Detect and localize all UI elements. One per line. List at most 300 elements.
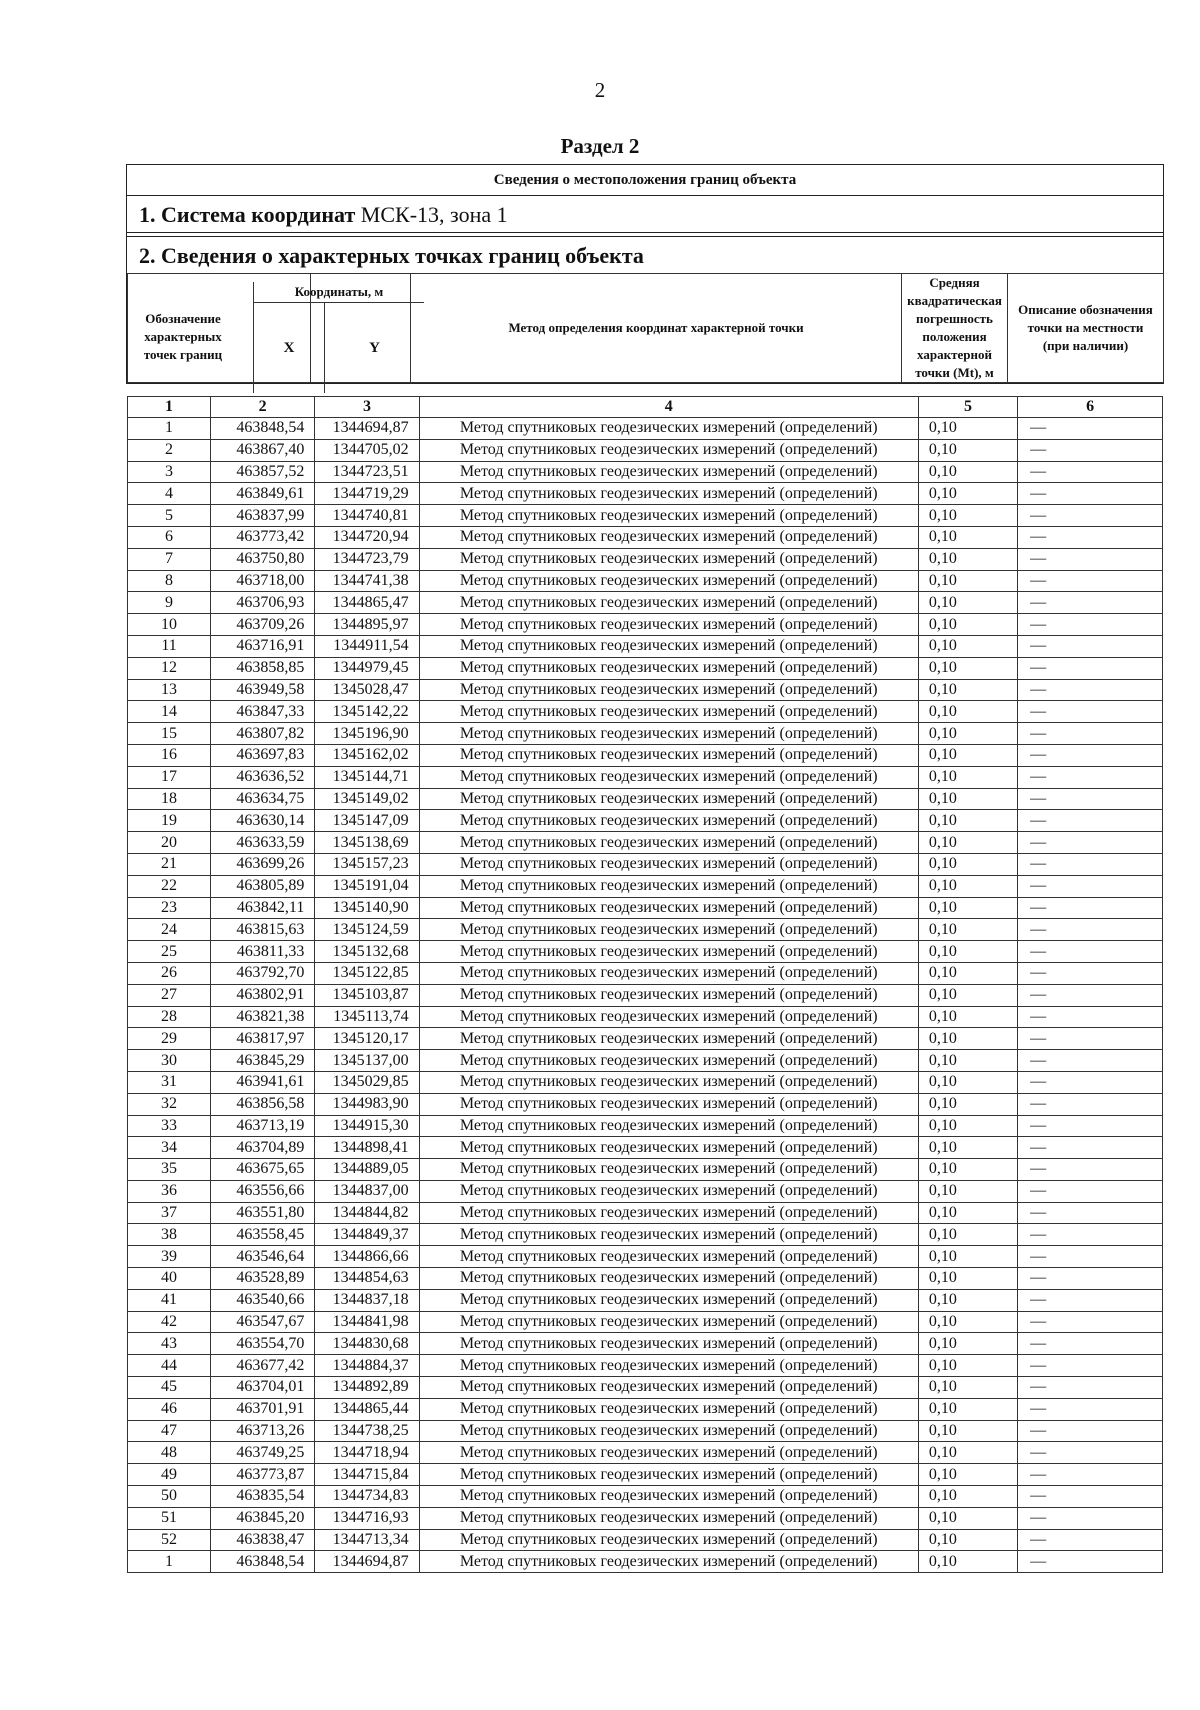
column-number: 6	[1018, 397, 1163, 418]
description-cell: —	[1018, 1420, 1163, 1442]
coord-x: 463842,11	[211, 897, 315, 919]
coord-y: 1345137,00	[315, 1050, 419, 1072]
point-number: 9	[128, 592, 211, 614]
page-number: 2	[594, 78, 606, 102]
method-cell: Метод спутниковых геодезических измерений (определений)	[419, 766, 918, 788]
coord-x: 463718,00	[211, 570, 315, 592]
coord-y: 1344830,68	[315, 1333, 419, 1355]
method-cell: Метод спутниковых геодезических измерений (определений)	[419, 1355, 918, 1377]
table-row	[128, 1093, 1163, 1115]
error-cell: 0,10	[918, 1377, 1017, 1399]
coord-x: 463817,97	[211, 1028, 315, 1050]
error-cell: 0,10	[918, 941, 1017, 963]
col-header-error-text: Средняя квадратическая погрешность положения характерной точки (Mt), м	[907, 275, 1002, 380]
coord-x: 463750,80	[211, 548, 315, 570]
points-table-body	[128, 397, 1163, 1573]
error-cell: 0,10	[918, 1311, 1017, 1333]
coord-x: 463845,29	[211, 1050, 315, 1072]
coord-y: 1344892,89	[315, 1377, 419, 1399]
table-row	[128, 1398, 1163, 1420]
table-row	[128, 483, 1163, 505]
coord-x: 463556,66	[211, 1180, 315, 1202]
coord-y: 1344866,66	[315, 1246, 419, 1268]
table-row	[128, 592, 1163, 614]
method-cell: Метод спутниковых геодезических измерений (определений)	[419, 1529, 918, 1551]
error-cell: 0,10	[918, 897, 1017, 919]
coord-x: 463848,54	[211, 1551, 315, 1573]
description-cell: —	[1018, 723, 1163, 745]
error-cell: 0,10	[918, 853, 1017, 875]
error-cell: 0,10	[918, 919, 1017, 941]
description-cell: —	[1018, 1246, 1163, 1268]
point-number: 41	[128, 1289, 211, 1311]
description-cell: —	[1018, 1529, 1163, 1551]
method-cell: Метод спутниковых геодезических измерений (определений)	[419, 919, 918, 941]
coord-x: 463792,70	[211, 962, 315, 984]
error-cell: 0,10	[918, 1333, 1017, 1355]
coord-y: 1345113,74	[315, 1006, 419, 1028]
point-number: 24	[128, 919, 211, 941]
point-number: 30	[128, 1050, 211, 1072]
method-cell: Метод спутниковых геодезических измерений (определений)	[419, 941, 918, 963]
method-cell: Метод спутниковых геодезических измерений (определений)	[419, 1486, 918, 1508]
error-cell: 0,10	[918, 1507, 1017, 1529]
column-number: 5	[918, 397, 1017, 418]
description-cell: —	[1018, 1050, 1163, 1072]
error-cell: 0,10	[918, 723, 1017, 745]
point-number: 18	[128, 788, 211, 810]
point-number: 40	[128, 1268, 211, 1290]
method-cell: Метод спутниковых геодезических измерений (определений)	[419, 483, 918, 505]
method-cell: Метод спутниковых геодезических измерений (определений)	[419, 744, 918, 766]
description-cell: —	[1018, 1159, 1163, 1181]
coords-header-box	[253, 282, 424, 393]
point-number: 1	[128, 418, 211, 440]
error-cell: 0,10	[918, 461, 1017, 483]
coord-y: 1344898,41	[315, 1137, 419, 1159]
coord-y: 1345029,85	[315, 1071, 419, 1093]
method-cell: Метод спутниковых геодезических измерений (определений)	[419, 1507, 918, 1529]
error-cell: 0,10	[918, 1355, 1017, 1377]
table-row	[128, 1355, 1163, 1377]
coord-y: 1344854,63	[315, 1268, 419, 1290]
coord-x: 463773,87	[211, 1464, 315, 1486]
error-cell: 0,10	[918, 1115, 1017, 1137]
point-number: 43	[128, 1333, 211, 1355]
table-row	[128, 1268, 1163, 1290]
description-cell: —	[1018, 984, 1163, 1006]
method-cell: Метод спутниковых геодезических измерений (определений)	[419, 548, 918, 570]
error-cell: 0,10	[918, 483, 1017, 505]
table-row	[128, 1224, 1163, 1246]
description-cell: —	[1018, 832, 1163, 854]
point-number: 49	[128, 1464, 211, 1486]
error-cell: 0,10	[918, 1420, 1017, 1442]
method-cell: Метод спутниковых геодезических измерений (определений)	[419, 984, 918, 1006]
table-row	[128, 941, 1163, 963]
coord-x: 463633,59	[211, 832, 315, 854]
description-cell: —	[1018, 1333, 1163, 1355]
coord-y: 1345140,90	[315, 897, 419, 919]
coord-y: 1345142,22	[315, 701, 419, 723]
table-row	[128, 744, 1163, 766]
table-row	[128, 1289, 1163, 1311]
point-number: 7	[128, 548, 211, 570]
table-row	[128, 1137, 1163, 1159]
point-number: 2	[128, 439, 211, 461]
coord-y: 1345149,02	[315, 788, 419, 810]
point-number: 4	[128, 483, 211, 505]
coord-x: 463547,67	[211, 1311, 315, 1333]
coord-x: 463716,91	[211, 635, 315, 657]
point-number: 8	[128, 570, 211, 592]
coord-x: 463706,93	[211, 592, 315, 614]
coord-y: 1344723,51	[315, 461, 419, 483]
coord-y: 1344849,37	[315, 1224, 419, 1246]
point-number: 29	[128, 1028, 211, 1050]
coord-y: 1344979,45	[315, 657, 419, 679]
description-cell: —	[1018, 657, 1163, 679]
table-row	[128, 1507, 1163, 1529]
coord-y: 1344837,18	[315, 1289, 419, 1311]
error-cell: 0,10	[918, 832, 1017, 854]
point-number: 25	[128, 941, 211, 963]
method-cell: Метод спутниковых геодезических измерений (определений)	[419, 1420, 918, 1442]
point-number: 45	[128, 1377, 211, 1399]
description-cell: —	[1018, 766, 1163, 788]
method-cell: Метод спутниковых геодезических измерений (определений)	[419, 439, 918, 461]
coord-x: 463709,26	[211, 614, 315, 636]
description-cell: —	[1018, 962, 1163, 984]
coord-x: 463805,89	[211, 875, 315, 897]
column-number: 4	[419, 397, 918, 418]
description-cell: —	[1018, 788, 1163, 810]
table-row	[128, 832, 1163, 854]
method-cell: Метод спутниковых геодезических измерений (определений)	[419, 1093, 918, 1115]
error-cell: 0,10	[918, 701, 1017, 723]
table-row	[128, 657, 1163, 679]
table-row	[128, 1006, 1163, 1028]
coord-y: 1345196,90	[315, 723, 419, 745]
coord-x: 463838,47	[211, 1529, 315, 1551]
coord-x: 463704,89	[211, 1137, 315, 1159]
coord-y: 1344865,47	[315, 592, 419, 614]
method-cell: Метод спутниковых геодезических измерений (определений)	[419, 657, 918, 679]
method-cell: Метод спутниковых геодезических измерений (определений)	[419, 1224, 918, 1246]
table-row	[128, 1486, 1163, 1508]
description-cell: —	[1018, 1311, 1163, 1333]
table-row	[128, 919, 1163, 941]
coord-y: 1344720,94	[315, 526, 419, 548]
coord-y: 1344694,87	[315, 418, 419, 440]
description-cell: —	[1018, 592, 1163, 614]
coord-y: 1345028,47	[315, 679, 419, 701]
point-number: 11	[128, 635, 211, 657]
point-number: 23	[128, 897, 211, 919]
error-cell: 0,10	[918, 1028, 1017, 1050]
point-number: 44	[128, 1355, 211, 1377]
table-row	[128, 1159, 1163, 1181]
method-cell: Метод спутниковых геодезических измерений (определений)	[419, 570, 918, 592]
coord-y: 1345132,68	[315, 941, 419, 963]
error-cell: 0,10	[918, 1093, 1017, 1115]
description-cell: —	[1018, 1507, 1163, 1529]
method-cell: Метод спутниковых геодезических измерений (определений)	[419, 832, 918, 854]
method-cell: Метод спутниковых геодезических измерений (определений)	[419, 1180, 918, 1202]
point-number: 16	[128, 744, 211, 766]
method-cell: Метод спутниковых геодезических измерений (определений)	[419, 1246, 918, 1268]
method-cell: Метод спутниковых геодезических измерений (определений)	[419, 1071, 918, 1093]
coord-y: 1344865,44	[315, 1398, 419, 1420]
point-number: 22	[128, 875, 211, 897]
method-cell: Метод спутниковых геодезических измерений (определений)	[419, 526, 918, 548]
description-cell: —	[1018, 418, 1163, 440]
error-cell: 0,10	[918, 505, 1017, 527]
coord-x: 463713,19	[211, 1115, 315, 1137]
method-cell: Метод спутниковых геодезических измерений (определений)	[419, 1159, 918, 1181]
table-row	[128, 1377, 1163, 1399]
error-cell: 0,10	[918, 810, 1017, 832]
table-row	[128, 1246, 1163, 1268]
description-cell: —	[1018, 1355, 1163, 1377]
point-number: 27	[128, 984, 211, 1006]
table-row	[128, 570, 1163, 592]
point-number: 36	[128, 1180, 211, 1202]
table-row	[128, 1420, 1163, 1442]
description-cell: —	[1018, 1398, 1163, 1420]
table-row	[128, 897, 1163, 919]
coord-y: 1345138,69	[315, 832, 419, 854]
coord-y: 1344740,81	[315, 505, 419, 527]
coord-x: 463540,66	[211, 1289, 315, 1311]
point-number: 13	[128, 679, 211, 701]
coord-x: 463749,25	[211, 1442, 315, 1464]
point-number: 35	[128, 1159, 211, 1181]
coord-y: 1344716,93	[315, 1507, 419, 1529]
table-row	[128, 439, 1163, 461]
coord-y: 1344983,90	[315, 1093, 419, 1115]
error-cell: 0,10	[918, 439, 1017, 461]
coord-x: 463835,54	[211, 1486, 315, 1508]
coord-y: 1345124,59	[315, 919, 419, 941]
table-row	[128, 679, 1163, 701]
points-section-title	[127, 237, 1163, 273]
point-number: 10	[128, 614, 211, 636]
table-row	[128, 1071, 1163, 1093]
col-header-method: Метод определения координат характерной точки	[411, 274, 902, 383]
table-row	[128, 505, 1163, 527]
col-header-description: Описание обозначения точки на местности (при наличии)	[1008, 274, 1164, 383]
error-cell: 0,10	[918, 679, 1017, 701]
description-cell: —	[1018, 1071, 1163, 1093]
coord-x: 463713,26	[211, 1420, 315, 1442]
error-cell: 0,10	[918, 875, 1017, 897]
method-cell: Метод спутниковых геодезических измерений (определений)	[419, 1050, 918, 1072]
description-cell: —	[1018, 1028, 1163, 1050]
coord-x: 463697,83	[211, 744, 315, 766]
coord-y: 1344915,30	[315, 1115, 419, 1137]
coord-y: 1344884,37	[315, 1355, 419, 1377]
method-cell: Метод спутниковых геодезических измерений (определений)	[419, 723, 918, 745]
method-cell: Метод спутниковых геодезических измерений (определений)	[419, 592, 918, 614]
point-number: 32	[128, 1093, 211, 1115]
method-cell: Метод спутниковых геодезических измерений (определений)	[419, 1202, 918, 1224]
coordinate-system-value: МСК-13, зона 1	[355, 202, 508, 227]
coord-x: 463847,33	[211, 701, 315, 723]
table-row	[128, 526, 1163, 548]
column-number-row	[128, 397, 1163, 418]
section-title: Раздел 2	[560, 134, 640, 158]
coord-x: 463551,80	[211, 1202, 315, 1224]
method-cell: Метод спутниковых геодезических измерений (определений)	[419, 461, 918, 483]
point-number: 34	[128, 1137, 211, 1159]
coord-x: 463941,61	[211, 1071, 315, 1093]
error-cell: 0,10	[918, 1159, 1017, 1181]
table-row	[128, 1464, 1163, 1486]
point-number: 21	[128, 853, 211, 875]
table-row	[128, 1028, 1163, 1050]
error-cell: 0,10	[918, 614, 1017, 636]
method-cell: Метод спутниковых геодезических измерений (определений)	[419, 1464, 918, 1486]
table-row	[128, 1333, 1163, 1355]
table-row	[128, 1311, 1163, 1333]
coord-x: 463558,45	[211, 1224, 315, 1246]
coord-y: 1344713,34	[315, 1529, 419, 1551]
description-cell: —	[1018, 483, 1163, 505]
description-cell: —	[1018, 1202, 1163, 1224]
error-cell: 0,10	[918, 1246, 1017, 1268]
description-cell: —	[1018, 1464, 1163, 1486]
method-cell: Метод спутниковых геодезических измерений (определений)	[419, 1311, 918, 1333]
description-cell: —	[1018, 1377, 1163, 1399]
point-number: 15	[128, 723, 211, 745]
description-cell: —	[1018, 1180, 1163, 1202]
description-cell: —	[1018, 853, 1163, 875]
coord-y: 1344715,84	[315, 1464, 419, 1486]
error-cell: 0,10	[918, 984, 1017, 1006]
description-cell: —	[1018, 505, 1163, 527]
coord-x: 463857,52	[211, 461, 315, 483]
error-cell: 0,10	[918, 1071, 1017, 1093]
method-cell: Метод спутниковых геодезических измерений (определений)	[419, 1442, 918, 1464]
point-number: 5	[128, 505, 211, 527]
coord-x: 463634,75	[211, 788, 315, 810]
coord-x: 463701,91	[211, 1398, 315, 1420]
error-cell: 0,10	[918, 766, 1017, 788]
description-cell: —	[1018, 548, 1163, 570]
description-cell: —	[1018, 1268, 1163, 1290]
error-cell: 0,10	[918, 526, 1017, 548]
coord-x: 463677,42	[211, 1355, 315, 1377]
point-number: 6	[128, 526, 211, 548]
designation-header-box	[127, 282, 254, 393]
coord-y: 1344694,87	[315, 1551, 419, 1573]
description-cell: —	[1018, 1551, 1163, 1573]
table-row	[128, 461, 1163, 483]
point-number: 1	[128, 1551, 211, 1573]
error-cell: 0,10	[918, 635, 1017, 657]
table-row	[128, 1050, 1163, 1072]
coord-x: 463554,70	[211, 1333, 315, 1355]
coord-y: 1344911,54	[315, 635, 419, 657]
column-number: 2	[211, 397, 315, 418]
point-number: 42	[128, 1311, 211, 1333]
coord-y: 1344723,79	[315, 548, 419, 570]
coord-x: 463704,01	[211, 1377, 315, 1399]
error-cell: 0,10	[918, 1551, 1017, 1573]
table-row	[128, 635, 1163, 657]
point-number: 51	[128, 1507, 211, 1529]
point-number: 48	[128, 1442, 211, 1464]
description-cell: —	[1018, 1137, 1163, 1159]
method-cell: Метод спутниковых геодезических измерений (определений)	[419, 1551, 918, 1573]
table-row	[128, 701, 1163, 723]
coord-y: 1345122,85	[315, 962, 419, 984]
description-cell: —	[1018, 614, 1163, 636]
coordinate-system-line	[127, 196, 1163, 233]
method-cell: Метод спутниковых геодезических измерений (определений)	[419, 810, 918, 832]
table-row	[128, 788, 1163, 810]
coord-x: 463867,40	[211, 439, 315, 461]
method-cell: Метод спутниковых геодезических измерений (определений)	[419, 1398, 918, 1420]
table-row	[128, 1115, 1163, 1137]
coord-x: 463675,65	[211, 1159, 315, 1181]
table-row	[128, 1442, 1163, 1464]
coord-x: 463807,82	[211, 723, 315, 745]
column-number: 3	[315, 397, 419, 418]
point-number: 47	[128, 1420, 211, 1442]
method-cell: Метод спутниковых геодезических измерений (определений)	[419, 1115, 918, 1137]
coord-x: 463821,38	[211, 1006, 315, 1028]
coord-x: 463630,14	[211, 810, 315, 832]
error-cell: 0,10	[918, 1398, 1017, 1420]
coord-x: 463848,54	[211, 418, 315, 440]
description-cell: —	[1018, 526, 1163, 548]
coord-y: 1344895,97	[315, 614, 419, 636]
method-cell: Метод спутниковых геодезических измерений (определений)	[419, 788, 918, 810]
coord-x: 463858,85	[211, 657, 315, 679]
error-cell: 0,10	[918, 788, 1017, 810]
description-cell: —	[1018, 1486, 1163, 1508]
table-row	[128, 1529, 1163, 1551]
error-cell: 0,10	[918, 1006, 1017, 1028]
method-cell: Метод спутниковых геодезических измерений (определений)	[419, 418, 918, 440]
table-row	[128, 984, 1163, 1006]
coord-y: 1344738,25	[315, 1420, 419, 1442]
error-cell: 0,10	[918, 1224, 1017, 1246]
error-cell: 0,10	[918, 418, 1017, 440]
description-cell: —	[1018, 941, 1163, 963]
error-cell: 0,10	[918, 1202, 1017, 1224]
description-cell: —	[1018, 919, 1163, 941]
point-number: 31	[128, 1071, 211, 1093]
method-cell: Метод спутниковых геодезических измерений (определений)	[419, 1028, 918, 1050]
error-cell: 0,10	[918, 657, 1017, 679]
point-number: 38	[128, 1224, 211, 1246]
col-header-x: X	[254, 303, 325, 393]
frame-header: Сведения о местоположения границ объекта	[127, 165, 1163, 196]
col-header-error	[902, 274, 1008, 383]
method-cell: Метод спутниковых геодезических измерений (определений)	[419, 962, 918, 984]
coord-y: 1344841,98	[315, 1311, 419, 1333]
description-cell: —	[1018, 1093, 1163, 1115]
error-cell: 0,10	[918, 570, 1017, 592]
coord-y: 1345191,04	[315, 875, 419, 897]
point-number: 20	[128, 832, 211, 854]
description-cell: —	[1018, 1115, 1163, 1137]
point-number: 14	[128, 701, 211, 723]
column-number: 1	[128, 397, 211, 418]
